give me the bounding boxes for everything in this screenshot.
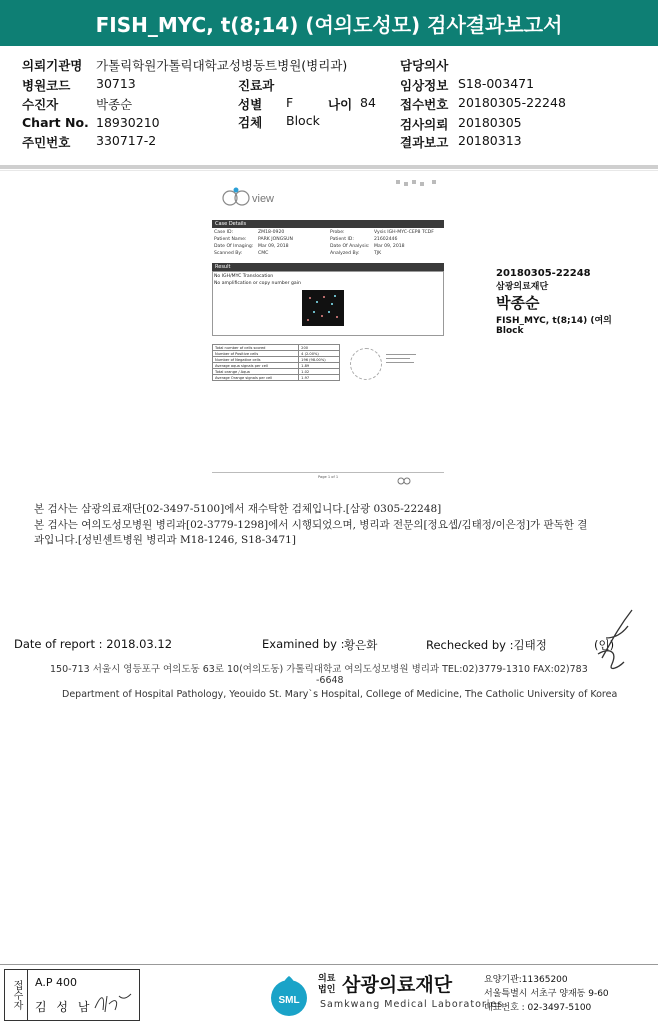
examined-by-label: Examined by : <box>262 637 345 651</box>
patient-name-value: PARK JONGSUN <box>258 237 293 242</box>
note-line-3: 과입니다.[성빈센트병원 병리과 M18-1246, S18-3471] <box>34 534 296 546</box>
rechecked-seal: (인) <box>594 638 615 652</box>
cell-score-value: 4 (2.00%) <box>299 351 340 357</box>
cell-score-value: 196 (98.00%) <box>299 357 340 363</box>
result-report-label: 결과보고 <box>400 135 449 150</box>
clinical-info-value: S18-003471 <box>458 76 535 91</box>
scanned-by-value: CMC <box>258 251 269 256</box>
cell-score-label: Total number of cells scored <box>213 345 299 351</box>
distribution-circle <box>350 348 382 380</box>
requesting-org-value: 가톨릭학원가톨릭대학교성병동트병원(병리과) <box>96 58 348 73</box>
contact-line-2: 서울특별시 서초구 양재동 9-60 <box>484 989 609 999</box>
reception-stamp-box <box>4 969 140 1021</box>
contact-line-3: 대표번호 : 02-3497-5100 <box>484 1003 592 1013</box>
cell-score-label: Number of Negative cells <box>213 357 299 363</box>
result-report-value: 20180313 <box>458 133 522 148</box>
bioview-report-image <box>210 180 446 492</box>
contact-line-1: 요양기관:11365200 <box>484 975 568 985</box>
reception-signature <box>93 990 133 1014</box>
analyzed-by-label: Analyzed By: <box>330 251 360 256</box>
specimen-value: Block <box>286 113 320 128</box>
date-analysis-value: Mar 09, 2018 <box>374 244 405 249</box>
age-label: 나이 <box>328 97 353 112</box>
receipt-no-value: 20180305-22248 <box>458 95 566 110</box>
hospital-code-label: 병원코드 <box>22 78 71 93</box>
section-divider-thin <box>0 170 658 171</box>
cell-score-value: 1.02 <box>299 369 340 375</box>
sex-value: F <box>286 95 294 110</box>
probe-label: Probe: <box>330 230 345 235</box>
reception-name: 김 성 남 <box>35 1000 93 1014</box>
cell-score-label: Total orange / Aqua <box>213 369 299 375</box>
date-imaging-value: Mar 09, 2018 <box>258 244 289 249</box>
section-divider <box>0 165 658 169</box>
patient-id-value: 21602446 <box>374 237 398 242</box>
hospital-address-line-1: 150-713 서울시 영등포구 여의도동 63로 10(여의도동) 가톨릭대학교 여의도성모병원 병리과 TEL:02)3779-1310 FAX:02)783 <box>50 664 588 675</box>
cell-score-label: Number of Positive cells <box>213 351 299 357</box>
reception-tag: 접수자 <box>5 970 28 1020</box>
logo-name: 삼광의료재단 <box>342 974 453 996</box>
result-line-1: No IGH/MYC Translocation <box>214 274 274 279</box>
sml-logo-text: SML <box>278 995 300 1006</box>
result-bar: Result <box>212 263 444 271</box>
bioview-mini-logo <box>396 476 414 488</box>
footer-contact <box>484 973 609 1015</box>
bioview-logo-graphic <box>210 180 446 214</box>
attending-label: 담당의사 <box>400 58 449 73</box>
cell-score-table <box>212 344 340 381</box>
scan-page-number: Page 1 of 1 <box>318 475 339 479</box>
case-id-value: ZM18-0920 <box>258 230 285 235</box>
bioview-mini-icon <box>396 476 414 486</box>
hospital-address-line-2: -6648 <box>316 675 344 686</box>
sticker-receipt: 20180305-22248 <box>496 268 591 279</box>
patient-value: 박종순 <box>96 97 133 112</box>
sticker-org: 삼광의료재단 <box>496 282 549 292</box>
cell-score-row <box>213 375 340 381</box>
fish-microscopy-image <box>302 290 344 326</box>
sex-label: 성별 <box>238 97 263 112</box>
sticker-test: FISH_MYC, t(8;14) (여의 <box>496 316 612 326</box>
note-line-2: 본 검사는 여의도성모병원 병리과[02-3779-1298]에서 시행되었으며, 병리과 전문의[정요셉/김태정/이은정]가 판독한 결 <box>34 518 588 531</box>
cell-score-value: 1.89 <box>299 363 340 369</box>
date-imaging-label: Date Of Imaging: <box>214 244 254 249</box>
report-signoff-row <box>14 637 654 657</box>
test-request-value: 20180305 <box>458 115 522 130</box>
chart-no-label: Chart No. <box>22 115 89 130</box>
cell-score-label: Average aqua signals per cell <box>213 363 299 369</box>
sml-logo-icon <box>266 972 312 1018</box>
bioview-logo <box>210 180 446 214</box>
note-line-1: 본 검사는 삼광의료재단[02-3497-5100]에서 재수탁한 검체입니다.[삼광 0305-22248] <box>34 503 442 515</box>
date-analysis-label: Date Of Analysis: <box>330 244 370 249</box>
cell-score-value: 200 <box>299 345 340 351</box>
chart-no-value: 18930210 <box>96 115 160 130</box>
case-id-label: Case ID: <box>214 230 234 235</box>
reception-code: A.P 400 <box>35 976 77 989</box>
age-value: 84 <box>360 95 376 110</box>
chart-legend-mini <box>386 351 416 363</box>
sticker-specimen: Block <box>496 326 524 336</box>
scan-page-rule <box>212 472 444 473</box>
clinical-info-label: 임상정보 <box>400 78 449 93</box>
case-details-bar: Case Details <box>212 220 444 228</box>
report-title: FISH_MYC, t(8;14) (여의도성모) 검사결과보고서 <box>95 12 563 37</box>
department-label: 진료과 <box>238 78 275 93</box>
footer-divider <box>0 964 658 965</box>
hospital-code-value: 30713 <box>96 76 136 91</box>
bioview-logo-text: view <box>252 193 275 205</box>
patient-id-label: Patient ID: <box>330 237 354 242</box>
cell-score-value: 1.97 <box>299 375 340 381</box>
report-header <box>0 0 658 46</box>
patient-name-label: Patient Name: <box>214 237 247 242</box>
cell-score-label: Average Orange signals per cell <box>213 375 299 381</box>
logo-english: Samkwang Medical Laboratories <box>320 999 504 1010</box>
report-notes <box>34 502 634 549</box>
patient-label: 수진자 <box>22 97 59 112</box>
test-request-label: 검사의뢰 <box>400 117 449 132</box>
rechecked-by-label: Rechecked by :김태정 <box>426 638 547 652</box>
rrn-label: 주민번호 <box>22 135 71 150</box>
probe-value: Vysis IGH-MYC-CEP8 TCDF <box>374 230 434 235</box>
examined-by-value: 황은화 <box>344 638 378 652</box>
specimen-label: 검체 <box>238 115 263 130</box>
receipt-no-label: 접수번호 <box>400 97 449 112</box>
scanned-by-label: Scanned By: <box>214 251 243 256</box>
rrn-value: 330717-2 <box>96 133 157 148</box>
fish-signals-graphic <box>302 290 344 326</box>
patient-info-section <box>0 50 658 160</box>
report-date: Date of report : 2018.03.12 <box>14 637 173 651</box>
sticker-name: 박종순 <box>496 294 540 312</box>
logo-prefix: 의료법인 <box>318 974 336 995</box>
result-line-2: No amplification or copy number gain <box>214 281 301 286</box>
specimen-label-sticker <box>496 268 636 336</box>
analyzed-by-value: TJK <box>374 251 382 256</box>
requesting-org-label: 의뢰기관명 <box>22 58 83 73</box>
hospital-department: Department of Hospital Pathology, Yeouido St. Mary`s Hospital, College of Medicine, The Catholic University of Korea <box>62 689 618 700</box>
